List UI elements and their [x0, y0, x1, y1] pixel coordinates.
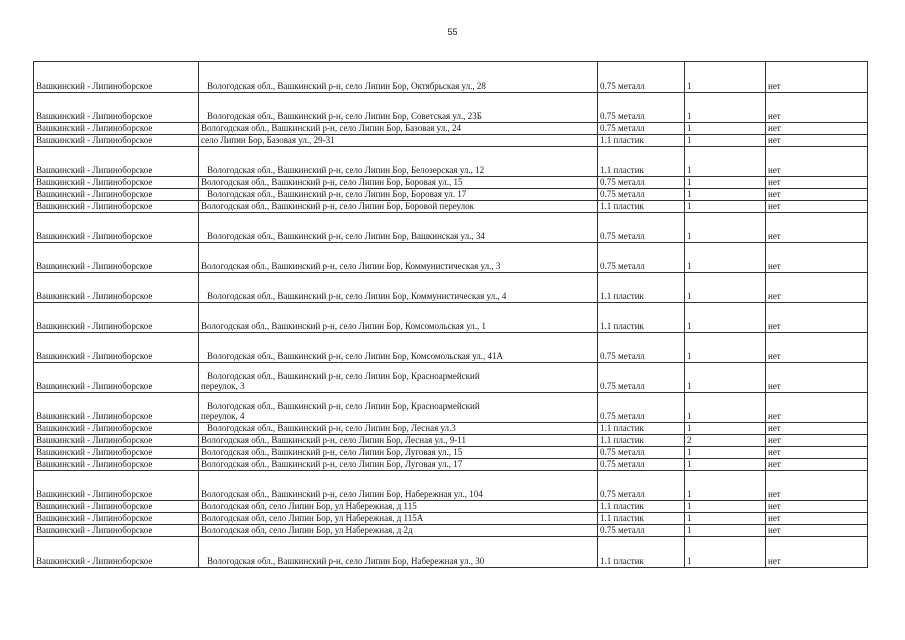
address-line: Вологодская обл., Вашкинский р-н, село Липин Бор, Красноармейский: [207, 371, 480, 381]
address-cell: Вологодская обл, село Липин Бор, ул Набережная, д 2д: [199, 525, 598, 537]
address-cell: Вологодская обл., Вашкинский р-н, село Липин Бор, Советская ул., 23Б: [199, 93, 598, 123]
flag-cell: нет: [766, 333, 868, 363]
container-cell: 0.75 металл: [598, 177, 685, 189]
table-row: [34, 147, 868, 177]
flag-cell: нет: [766, 123, 868, 135]
flag-cell: нет: [766, 393, 868, 423]
container-cell: 0.75 металл: [598, 471, 685, 501]
address-cell: Вологодская обл., Вашкинский р-н, село Липин Бор, Комсомольская ул., 1: [199, 303, 598, 333]
flag-cell: нет: [766, 93, 868, 123]
flag-cell: нет: [766, 363, 868, 393]
flag-cell: нет: [766, 435, 868, 447]
flag-cell: нет: [766, 303, 868, 333]
address-line: переулок, 3: [201, 381, 245, 391]
container-cell: 1.1 пластик: [598, 501, 685, 513]
settlement-cell: Вашкинский - Липиноборское: [34, 447, 199, 459]
settlement-cell: Вашкинский - Липиноборское: [34, 147, 199, 177]
container-cell: 0.75 металл: [598, 123, 685, 135]
settlement-cell: Вашкинский - Липиноборское: [34, 459, 199, 471]
flag-cell: нет: [766, 147, 868, 177]
table-row: [34, 189, 868, 201]
address-cell: [199, 363, 598, 393]
table-row: [34, 243, 868, 273]
table-row: [34, 363, 868, 393]
container-cell: 1.1 пластик: [598, 147, 685, 177]
count-cell: 2: [685, 435, 766, 447]
table-row: [34, 273, 868, 303]
container-cell: 1.1 пластик: [598, 201, 685, 213]
table-row: [34, 525, 868, 537]
flag-cell: нет: [766, 537, 868, 568]
settlement-cell: Вашкинский - Липиноборское: [34, 513, 199, 525]
flag-cell: нет: [766, 459, 868, 471]
settlement-cell: Вашкинский - Липиноборское: [34, 303, 199, 333]
address-cell: Вологодская обл., Вашкинский р-н, село Липин Бор, Коммунистическая ул., 4: [199, 273, 598, 303]
container-cell: 0.75 металл: [598, 459, 685, 471]
table-row: [34, 393, 868, 423]
container-cell: 1.1 пластик: [598, 423, 685, 435]
table-row: [34, 135, 868, 147]
settlement-cell: Вашкинский - Липиноборское: [34, 201, 199, 213]
address-cell: Вологодская обл., Вашкинский р-н, село Липин Бор, Белозерская ул., 12: [199, 147, 598, 177]
container-cell: 0.75 металл: [598, 243, 685, 273]
table-row: [34, 537, 868, 568]
container-cell: 1.1 пластик: [598, 273, 685, 303]
container-cell: 1.1 пластик: [598, 303, 685, 333]
count-cell: 1: [685, 303, 766, 333]
count-cell: 1: [685, 243, 766, 273]
flag-cell: нет: [766, 201, 868, 213]
count-cell: 1: [685, 201, 766, 213]
count-cell: 1: [685, 537, 766, 568]
address-cell: село Липин Бор, Базовая ул., 29-31: [199, 135, 598, 147]
page-number: 55: [447, 27, 458, 37]
count-cell: 1: [685, 213, 766, 243]
count-cell: 1: [685, 501, 766, 513]
settlement-cell: Вашкинский - Липиноборское: [34, 393, 199, 423]
flag-cell: нет: [766, 135, 868, 147]
table-row: [34, 213, 868, 243]
flag-cell: нет: [766, 177, 868, 189]
settlement-cell: Вашкинский - Липиноборское: [34, 471, 199, 501]
table-row: [34, 123, 868, 135]
flag-cell: нет: [766, 423, 868, 435]
flag-cell: нет: [766, 513, 868, 525]
table-row: [34, 501, 868, 513]
container-cell: 1.1 пластик: [598, 135, 685, 147]
address-cell: Вологодская обл., Вашкинский р-н, село Липин Бор, Боровая ул., 15: [199, 177, 598, 189]
address-cell: Вологодская обл., Вашкинский р-н, село Липин Бор, Базовая ул., 24: [199, 123, 598, 135]
count-cell: 1: [685, 62, 766, 93]
settlement-cell: Вашкинский - Липиноборское: [34, 423, 199, 435]
count-cell: 1: [685, 525, 766, 537]
table-row: [34, 333, 868, 363]
flag-cell: нет: [766, 273, 868, 303]
flag-cell: нет: [766, 243, 868, 273]
table-row: [34, 459, 868, 471]
settlement-cell: Вашкинский - Липиноборское: [34, 135, 199, 147]
container-sites-table: [33, 61, 868, 568]
address-cell: Вологодская обл., Вашкинский р-н, село Липин Бор, Набережная ул., 104: [199, 471, 598, 501]
settlement-cell: Вашкинский - Липиноборское: [34, 213, 199, 243]
flag-cell: нет: [766, 501, 868, 513]
address-cell: Вологодская обл, село Липин Бор, ул Набережная, д 115: [199, 501, 598, 513]
count-cell: 1: [685, 333, 766, 363]
flag-cell: нет: [766, 213, 868, 243]
count-cell: 1: [685, 93, 766, 123]
settlement-cell: Вашкинский - Липиноборское: [34, 189, 199, 201]
address-cell: Вологодская обл., Вашкинский р-н, село Липин Бор, Набережная ул., 30: [199, 537, 598, 568]
count-cell: 1: [685, 471, 766, 501]
settlement-cell: Вашкинский - Липиноборское: [34, 525, 199, 537]
settlement-cell: Вашкинский - Липиноборское: [34, 363, 199, 393]
count-cell: 1: [685, 447, 766, 459]
address-cell: Вологодская обл., Вашкинский р-н, село Липин Бор, Коммунистическая ул., 3: [199, 243, 598, 273]
settlement-cell: Вашкинский - Липиноборское: [34, 62, 199, 93]
address-cell: Вологодская обл., Вашкинский р-н, село Липин Бор, Лесная ул., 9-11: [199, 435, 598, 447]
container-cell: 0.75 металл: [598, 93, 685, 123]
settlement-cell: Вашкинский - Липиноборское: [34, 501, 199, 513]
count-cell: 1: [685, 189, 766, 201]
container-cell: 1.1 пластик: [598, 513, 685, 525]
settlement-cell: Вашкинский - Липиноборское: [34, 93, 199, 123]
container-cell: 1.1 пластик: [598, 435, 685, 447]
address-cell: Вологодская обл., Вашкинский р-н, село Липин Бор, Боровой переулок: [199, 201, 598, 213]
container-cell: 0.75 металл: [598, 189, 685, 201]
count-cell: 1: [685, 147, 766, 177]
container-cell: 0.75 металл: [598, 525, 685, 537]
address-line: переулок, 4: [201, 411, 245, 421]
count-cell: 1: [685, 363, 766, 393]
count-cell: 1: [685, 123, 766, 135]
container-cell: 0.75 металл: [598, 447, 685, 459]
settlement-cell: Вашкинский - Липиноборское: [34, 537, 199, 568]
container-cell: 0.75 металл: [598, 333, 685, 363]
flag-cell: нет: [766, 62, 868, 93]
address-cell: Вологодская обл, село Липин Бор, ул Набережная, д 115А: [199, 513, 598, 525]
address-cell: [199, 393, 598, 423]
count-cell: 1: [685, 177, 766, 189]
address-cell: Вологодская обл., Вашкинский р-н, село Липин Бор, Комсомольская ул., 41А: [199, 333, 598, 363]
container-cell: 0.75 металл: [598, 62, 685, 93]
table-row: [34, 471, 868, 501]
count-cell: 1: [685, 393, 766, 423]
table-row: [34, 513, 868, 525]
settlement-cell: Вашкинский - Липиноборское: [34, 243, 199, 273]
address-cell: Вологодская обл., Вашкинский р-н, село Липин Бор, Луговая ул., 15: [199, 447, 598, 459]
flag-cell: нет: [766, 525, 868, 537]
address-cell: Вологодская обл., Вашкинский р-н, село Липин Бор, Лесная ул.3: [199, 423, 598, 435]
flag-cell: нет: [766, 471, 868, 501]
flag-cell: нет: [766, 447, 868, 459]
container-cell: 0.75 металл: [598, 393, 685, 423]
container-cell: 0.75 металл: [598, 363, 685, 393]
address-cell: Вологодская обл., Вашкинский р-н, село Липин Бор, Боровая ул. 17: [199, 189, 598, 201]
table-row: [34, 447, 868, 459]
count-cell: 1: [685, 135, 766, 147]
address-cell: Вологодская обл., Вашкинский р-н, село Липин Бор, Вашкинская ул., 34: [199, 213, 598, 243]
settlement-cell: Вашкинский - Липиноборское: [34, 177, 199, 189]
table-row: [34, 303, 868, 333]
count-cell: 1: [685, 513, 766, 525]
container-cell: 1.1 пластик: [598, 537, 685, 568]
count-cell: 1: [685, 423, 766, 435]
table-row: [34, 201, 868, 213]
address-cell: Вологодская обл., Вашкинский р-н, село Липин Бор, Луговая ул., 17: [199, 459, 598, 471]
table-row: [34, 177, 868, 189]
settlement-cell: Вашкинский - Липиноборское: [34, 333, 199, 363]
table-row: [34, 62, 868, 93]
address-line: Вологодская обл., Вашкинский р-н, село Липин Бор, Красноармейский: [207, 401, 480, 411]
settlement-cell: Вашкинский - Липиноборское: [34, 123, 199, 135]
table-row: [34, 93, 868, 123]
address-cell: Вологодская обл., Вашкинский р-н, село Липин Бор, Октябрьская ул., 28: [199, 62, 598, 93]
table-row: [34, 423, 868, 435]
table-row: [34, 435, 868, 447]
count-cell: 1: [685, 459, 766, 471]
count-cell: 1: [685, 273, 766, 303]
flag-cell: нет: [766, 189, 868, 201]
settlement-cell: Вашкинский - Липиноборское: [34, 435, 199, 447]
settlement-cell: Вашкинский - Липиноборское: [34, 273, 199, 303]
container-cell: 0.75 металл: [598, 213, 685, 243]
